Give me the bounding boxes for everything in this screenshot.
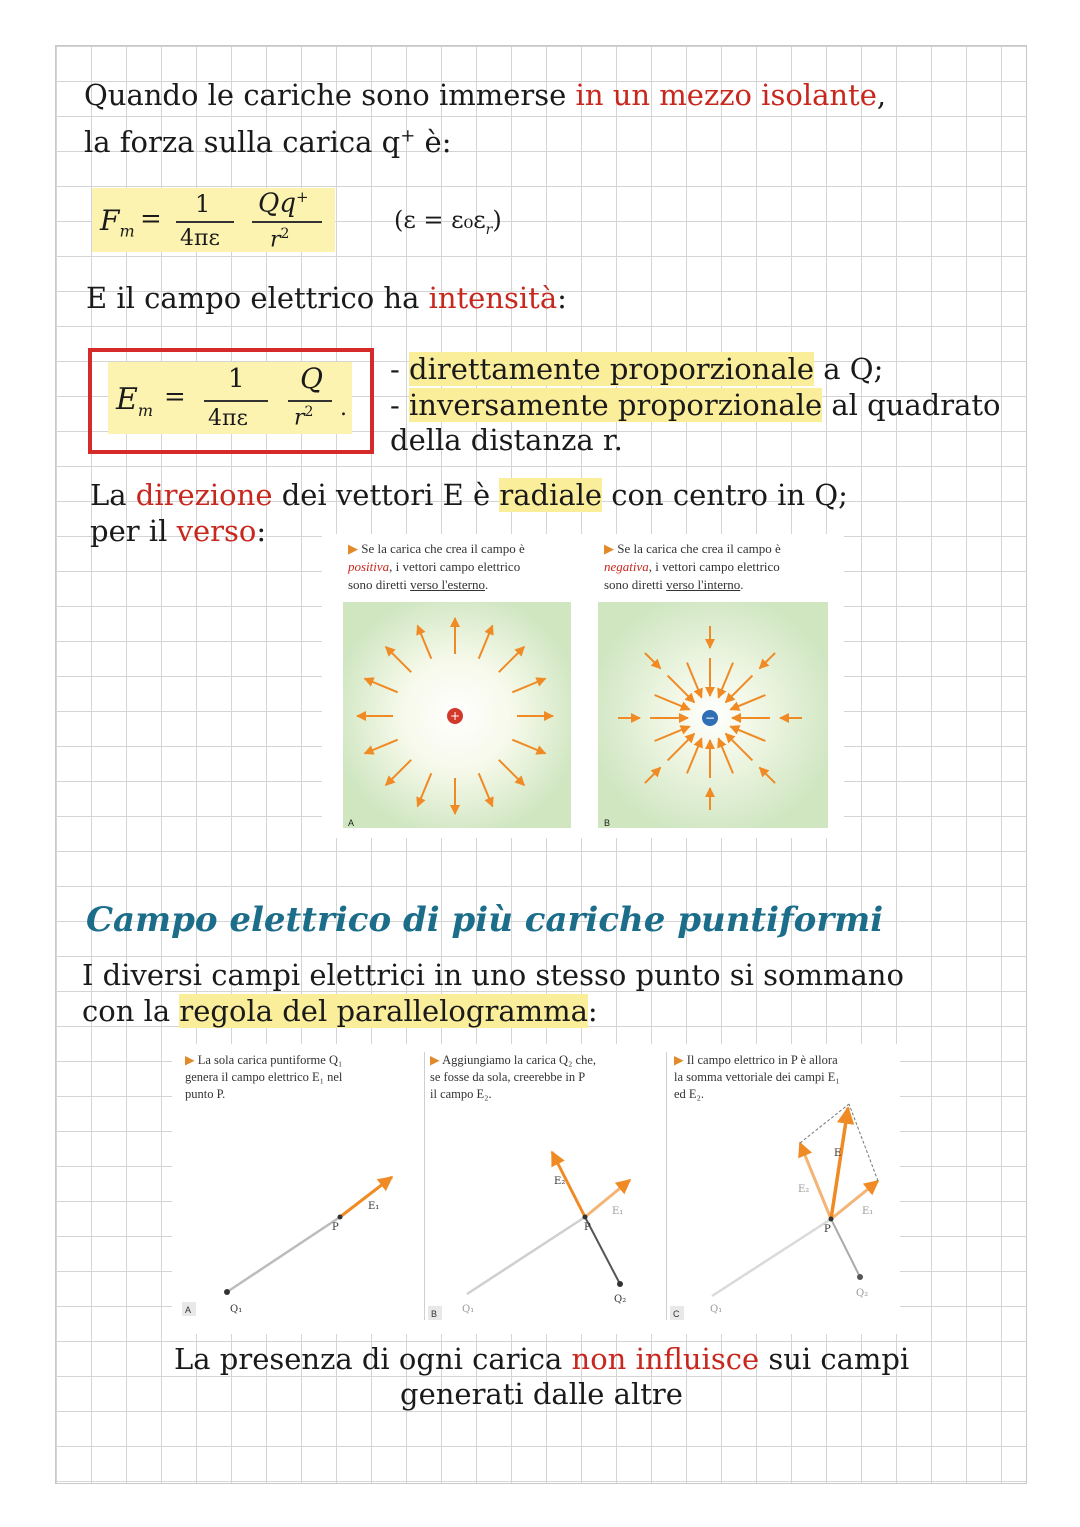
force-num1: 1 [195,190,211,218]
label-e1-a: E₁ [368,1201,380,1212]
section-title: Campo elettrico di più cariche puntiformi [86,900,884,940]
fig2-caption-a: ▶ La sola carica puntiforme Q₁ genera il campo elettrico E₁ nel punto P. [185,1053,343,1101]
fig2-caption-c: ▶ Il campo elettrico in P è allora la somma vettoriale dei campi E₁ ed E₂. [674,1053,840,1101]
field-intro-red: intensità [428,281,558,315]
field-intro [86,281,567,315]
intro-punct: , [876,78,887,112]
field-intro-punct: : [557,281,567,315]
parallelogram-edge-1 [800,1104,849,1143]
point-p-c [829,1217,834,1222]
force-lhs: $F_m$ [100,204,135,241]
prop-line-3: della distanza r. [390,423,623,457]
charge-q1-a [224,1289,230,1295]
line-q1-p-a [227,1217,340,1292]
field-formula [108,362,352,434]
vector-e-sum [831,1108,848,1219]
force-formula [92,188,335,252]
intro-red-text: in un mezzo isolante [575,78,877,112]
fig2-label-c: C [673,1309,680,1319]
conclusion-line-2: generati dalle altre [400,1377,683,1411]
label-e1-c: E₁ [862,1206,874,1217]
fig1-label-b: B [604,818,611,828]
label-p-a: P [332,1222,339,1233]
field-dot: . [340,396,347,421]
prop-line-1: - direttamente proporzionale a Q; [390,352,884,386]
field-lhs: $E_m$ [116,382,154,420]
label-e-c: E [834,1148,842,1159]
label-e2-b: E₂ [554,1176,566,1187]
force-equals: = [140,204,162,234]
parallelogram-highlight: regola del parallelogramma [179,994,588,1028]
fig2-caption-b: ▶ Aggiungiamo la carica Q₂ che, se fosse da sola, creerebbe in P il campo E₂. [430,1053,597,1101]
prop-highlight-2: inversamente proporzionale [409,388,823,422]
section2-line-1: I diversi campi elettrici in uno stesso punto si sommano [82,958,904,992]
force-num2: Qq+ [258,188,309,219]
vector-e2-c [800,1143,831,1219]
fig2-label-b: B [431,1309,438,1319]
fig1-caption-a: ▶ Se la carica che crea il campo è positiva, i vettori campo elettrico sono diretti verso l'esterno. [348,541,525,592]
force-fraction-line-2 [252,221,322,223]
field-num1: 1 [228,364,245,394]
positive-field-diagram [343,602,571,828]
label-q1-c: Q₁ [710,1304,723,1315]
label-e1-b: E₁ [612,1206,624,1217]
field-den1: 4πε [208,406,248,431]
label-q1-b: Q₁ [462,1304,475,1315]
intro-line-2 [84,125,451,159]
intro-text: Quando le cariche sono immerse [84,78,576,112]
point-p-b [583,1215,588,1220]
section2-line-2: con la regola del parallelogramma: [82,994,598,1028]
field-num2: Q [300,362,323,395]
minus-sign: − [704,711,716,725]
vector-e1-a [340,1177,392,1217]
charge-q2-c [857,1274,863,1280]
field-den2: $r^2$ [294,404,314,431]
point-p-a [338,1215,343,1220]
field-intro-text: E il campo elettrico ha [86,281,429,315]
label-p-c: P [824,1224,831,1235]
intro-text-2: la forza sulla carica q [84,125,401,159]
verse-red: verso [176,514,257,548]
charge-superscript: + [400,125,416,147]
charge-q2-b [617,1281,623,1287]
direction-red: direzione [135,478,273,512]
label-e2-c: E₂ [798,1184,810,1195]
line-q1-p-b [467,1217,585,1294]
label-q2-c: Q₂ [856,1288,869,1299]
fig1-label-a: A [348,818,355,828]
conclusion-line-1: La presenza di ogni carica non influisce sui campi [174,1342,910,1376]
plus-sign: + [449,709,461,723]
parallelogram-edge-2 [849,1104,878,1181]
intro-line-1 [84,78,886,112]
line-q2-p-c [831,1219,860,1277]
force-den1: 4πε [180,226,220,251]
prop-highlight-1: direttamente proporzionale [409,352,815,386]
negative-field-diagram [598,602,828,828]
force-fraction-line-1 [176,221,234,223]
superposition-diagrams [172,1044,900,1334]
field-fraction-line-1 [204,400,268,402]
label-p-b: P [584,1222,591,1233]
line-q1-p-c [712,1219,831,1296]
conclusion-red: non influisce [571,1342,760,1376]
direction-line-1: La direzione dei vettori E è radiale con centro in Q; [90,478,848,512]
fig2-label-a: A [185,1305,192,1315]
field-fraction-line-2 [288,400,332,402]
label-q2-b: Q₂ [614,1294,627,1305]
field-equals: = [164,382,186,412]
direction-line-2: per il verso: [90,514,267,548]
radial-highlight: radiale [499,478,603,512]
fig1-caption-b: ▶ Se la carica che crea il campo è negativa, i vettori campo elettrico sono diretti verso l'interno. [604,541,781,592]
prop-line-2: - inversamente proporzionale al quadrato [390,388,1001,422]
intro-text-3: è: [415,125,452,159]
force-den2: $r^2$ [270,226,290,253]
label-q1-a: Q₁ [230,1304,243,1315]
epsilon-note: $(\varepsilon = \varepsilon_0\varepsilon_r)$ [394,206,502,238]
